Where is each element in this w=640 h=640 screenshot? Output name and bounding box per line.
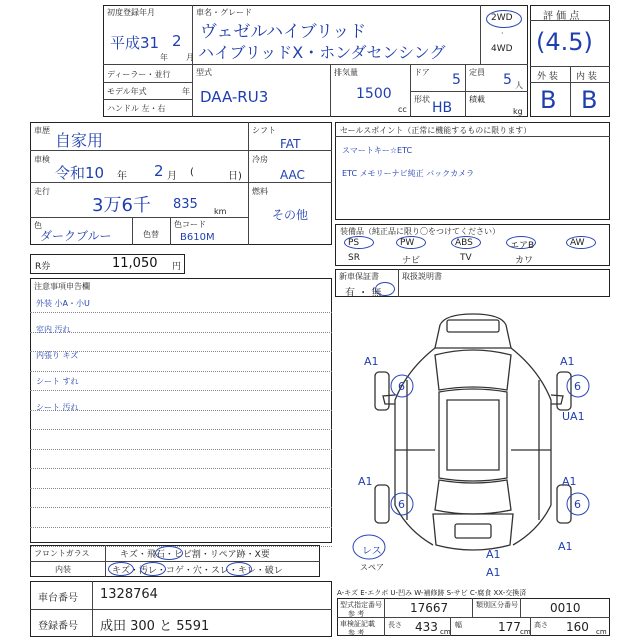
color-value: ダークブルー bbox=[40, 229, 112, 243]
notes-rule bbox=[30, 332, 332, 333]
equipment-item: エアB bbox=[510, 241, 535, 251]
front-grille bbox=[447, 320, 499, 332]
equipment-item: ABS bbox=[455, 238, 473, 248]
mark-ua1: UA1 bbox=[562, 410, 585, 423]
length-unit: cm bbox=[440, 628, 451, 636]
rating-label: 評 価 点 bbox=[543, 11, 580, 22]
model-year-text: モデル年式 bbox=[107, 87, 147, 96]
month-unit: 月 bbox=[186, 53, 194, 62]
mark-a1-rear-3: A1 bbox=[558, 540, 573, 553]
notes-rule bbox=[30, 527, 332, 528]
car-name-label: 車名・グレード bbox=[196, 8, 252, 17]
divider bbox=[170, 217, 171, 245]
class-label: 類別区分番号 bbox=[476, 601, 518, 609]
notes-rule bbox=[30, 371, 332, 372]
width-unit: cm bbox=[520, 628, 531, 636]
class-value: 0010 bbox=[550, 601, 581, 615]
drive-2wd: 2WD bbox=[491, 13, 513, 23]
ref-label-2: 参 考 bbox=[348, 629, 365, 637]
color-swap-label: 色替 bbox=[143, 230, 159, 239]
notes-rule bbox=[30, 468, 332, 469]
chassis-value: 1328764 bbox=[100, 587, 158, 602]
notes-line: シート 汚れ bbox=[36, 403, 79, 412]
rating-score: (4.5) bbox=[536, 28, 593, 56]
height-label: 高さ bbox=[534, 621, 548, 629]
color-label: 色 bbox=[34, 221, 42, 230]
capacity-unit: 人 bbox=[515, 81, 523, 90]
type-value: DAA-RU3 bbox=[200, 88, 269, 106]
mark-a1-rl: A1 bbox=[358, 475, 373, 488]
divider bbox=[472, 598, 473, 617]
interior-dirt-circle bbox=[140, 562, 166, 576]
displacement-label: 排気量 bbox=[334, 68, 358, 77]
doors-value: 5 bbox=[452, 72, 461, 88]
mark-a1-rear-1: A1 bbox=[486, 548, 501, 561]
load-unit: kg bbox=[513, 107, 523, 116]
divider bbox=[480, 5, 481, 64]
divider bbox=[30, 609, 332, 610]
chassis-label: 車台番号 bbox=[38, 593, 78, 604]
first-reg-era: 平成31 bbox=[110, 34, 160, 52]
manual-label: 取扱説明書 bbox=[402, 272, 442, 281]
divider bbox=[103, 82, 193, 83]
model-year-label bbox=[107, 86, 147, 97]
sales-points-label: セールスポイント（正常に機能するものに限ります） bbox=[340, 126, 532, 135]
load-label: 積載 bbox=[469, 95, 485, 104]
fuel-label: 燃料 bbox=[252, 187, 268, 196]
dealer-label: ディーラー・並行 bbox=[107, 70, 171, 79]
windshield-label: フロントガラス bbox=[34, 549, 90, 558]
notes-rule bbox=[30, 390, 332, 391]
notes-rule bbox=[30, 429, 332, 430]
notes-line: 外装 小A・小U bbox=[36, 299, 90, 308]
shaken-label: 車検 bbox=[34, 155, 50, 164]
doors-label: ドア bbox=[414, 68, 430, 77]
exterior-grade: B bbox=[540, 86, 557, 114]
drive-4wd: 4WD bbox=[491, 44, 513, 54]
equipment-item: AW bbox=[570, 238, 585, 248]
rear-window bbox=[435, 480, 511, 514]
sales-point-line-2: ETC メモリーナビ純正 バックカメラ bbox=[342, 169, 475, 178]
divider bbox=[570, 66, 571, 117]
mark-less: レス bbox=[362, 546, 382, 557]
mark-6-fl: 6 bbox=[398, 380, 405, 393]
length-label: 長さ bbox=[388, 621, 402, 629]
type-label: 型式 bbox=[196, 68, 212, 77]
color-code-label: 色コード bbox=[174, 220, 206, 229]
car-name: ヴェゼルハイブリッド bbox=[200, 22, 367, 42]
model-year-unit: 年 bbox=[182, 87, 190, 96]
equipment-item: TV bbox=[460, 253, 472, 263]
equipment-item: ナビ bbox=[402, 256, 421, 266]
rear-outline bbox=[433, 514, 513, 550]
notes-rule bbox=[30, 507, 332, 508]
divider bbox=[30, 561, 320, 562]
interior-label: 内 装 bbox=[576, 72, 597, 82]
divider bbox=[337, 617, 610, 618]
recycle-unit: 円 bbox=[172, 262, 182, 272]
divider bbox=[30, 217, 248, 218]
shaken-day-open: ( bbox=[190, 167, 194, 178]
roof-outline bbox=[439, 389, 507, 481]
spare-label: スペア bbox=[360, 563, 384, 572]
drive-dot: · bbox=[501, 29, 504, 38]
length-value: 433 bbox=[415, 620, 438, 634]
km-unit: km bbox=[214, 207, 227, 216]
displacement-value: 1500 bbox=[356, 86, 392, 102]
windshield-chip-circle bbox=[155, 546, 183, 560]
model-cert-label: 型式指定番号 bbox=[340, 601, 382, 609]
shape-value: HB bbox=[432, 100, 453, 116]
era-unit: 年 bbox=[160, 53, 168, 62]
wheel-rr bbox=[557, 485, 571, 523]
use-value: 自家用 bbox=[55, 131, 104, 150]
capacity-value: 5 bbox=[503, 72, 512, 88]
notes-line: 室内 汚れ bbox=[36, 325, 71, 334]
model-cert-value: 17667 bbox=[410, 601, 449, 615]
divider bbox=[520, 598, 521, 617]
height-unit: cm bbox=[596, 628, 607, 636]
windshield-value: キズ・飛石・ヒビ割・リペア跡・X要 bbox=[120, 550, 270, 560]
roof-inner bbox=[447, 400, 499, 470]
interior-rub-circle bbox=[226, 562, 252, 576]
interior-grade: B bbox=[581, 86, 598, 114]
recycle-box bbox=[30, 254, 185, 274]
exterior-label: 外 装 bbox=[537, 72, 558, 82]
divider bbox=[248, 182, 332, 183]
rear-plate bbox=[455, 524, 491, 538]
mark-6-rr: 6 bbox=[574, 498, 581, 511]
divider bbox=[410, 91, 528, 92]
mark-6-fr: 6 bbox=[574, 380, 581, 393]
ref-label-1: 参 考 bbox=[348, 610, 365, 618]
color-code-value: B610M bbox=[180, 232, 215, 243]
notes-line: シート すれ bbox=[36, 377, 79, 386]
equipment-item: カワ bbox=[515, 256, 534, 266]
divider bbox=[132, 217, 133, 245]
wheel-rl bbox=[375, 485, 389, 523]
shaken-year-unit: 年 bbox=[117, 171, 127, 182]
right-doors bbox=[511, 380, 551, 520]
mileage-value: 3万6千 bbox=[92, 195, 151, 216]
shaken-day-unit: 日) bbox=[228, 171, 242, 182]
divider bbox=[92, 581, 93, 637]
width-value: 177 bbox=[498, 620, 521, 634]
right-side bbox=[511, 348, 551, 545]
divider bbox=[330, 64, 331, 117]
first-reg-label: 初度登録年月 bbox=[107, 8, 155, 17]
equipment-item: SR bbox=[348, 253, 360, 263]
width-label: 幅 bbox=[455, 621, 462, 629]
grade: ハイブリッドX・ホンダセンシング bbox=[198, 43, 446, 62]
fuel-value: その他 bbox=[272, 208, 309, 222]
recycle-label: R券 bbox=[35, 262, 51, 272]
notes-line: 内張り キズ bbox=[36, 351, 79, 360]
equipment-item: PW bbox=[400, 238, 415, 248]
dims-label: 車検証記載 bbox=[340, 620, 375, 628]
sales-point-line-1: スマートキー☆ETC bbox=[342, 146, 413, 155]
notes-label: 注意事項申告欄 bbox=[34, 282, 90, 291]
notes-rule bbox=[30, 449, 332, 450]
shaken-month: 2 bbox=[154, 162, 164, 180]
mileage-extra: 835 bbox=[173, 197, 198, 212]
mark-a1-fl: A1 bbox=[364, 355, 379, 368]
use-label: 車歴 bbox=[34, 126, 50, 135]
reg-label: 登録番号 bbox=[38, 621, 78, 632]
height-value: 160 bbox=[566, 620, 589, 634]
reg-value: 成田 300 と 5591 bbox=[100, 619, 210, 634]
equipment-label: 装備品（純正品に限り〇をつけてください） bbox=[340, 227, 500, 236]
shift-value: FAT bbox=[280, 137, 301, 151]
notes-rule bbox=[30, 488, 332, 489]
equipment-item: PS bbox=[348, 238, 360, 248]
handle-label: ハンドル 左・右 bbox=[107, 104, 166, 113]
divider bbox=[103, 99, 193, 100]
divider bbox=[248, 122, 249, 245]
divider bbox=[384, 598, 385, 636]
mark-6-rl: 6 bbox=[398, 498, 405, 511]
divider bbox=[398, 269, 399, 297]
mileage-label: 走行 bbox=[34, 187, 50, 196]
warranty-value: 有 ・ 無 bbox=[345, 288, 382, 299]
front-outline bbox=[435, 314, 511, 348]
mark-a1-rear-2: A1 bbox=[486, 566, 501, 579]
first-reg-month: 2 bbox=[172, 32, 182, 50]
cc-unit: cc bbox=[398, 105, 407, 114]
notes-rule bbox=[30, 312, 332, 313]
interior-value: キズ・汚レ・コゲ・穴・スレ・キレ・破レ bbox=[112, 566, 283, 576]
warranty-label: 新車保証書 bbox=[339, 272, 379, 281]
warranty-none-circle bbox=[375, 282, 395, 296]
interior-scratch-circle bbox=[108, 562, 134, 576]
capacity-label: 定員 bbox=[469, 68, 485, 77]
divider bbox=[335, 136, 610, 137]
shift-label: シフト bbox=[252, 126, 276, 135]
ac-label: 冷房 bbox=[252, 155, 268, 164]
shape-label: 形状 bbox=[414, 95, 430, 104]
ac-value: AAC bbox=[280, 168, 305, 182]
mark-a1-fr: A1 bbox=[560, 355, 575, 368]
mark-a1-rr: A1 bbox=[562, 475, 577, 488]
interior-label-row: 内装 bbox=[55, 565, 71, 574]
divider bbox=[192, 64, 193, 117]
legend-text: A-キズ E-エクボ U-凹み W-補修跡 S-サビ C-腐食 XX-交換済 bbox=[337, 589, 527, 597]
windshield-outline bbox=[435, 350, 511, 390]
shaken-month-unit: 月 bbox=[167, 171, 177, 182]
recycle-value: 11,050 bbox=[112, 256, 158, 271]
shaken-year: 令和10 bbox=[55, 164, 105, 182]
